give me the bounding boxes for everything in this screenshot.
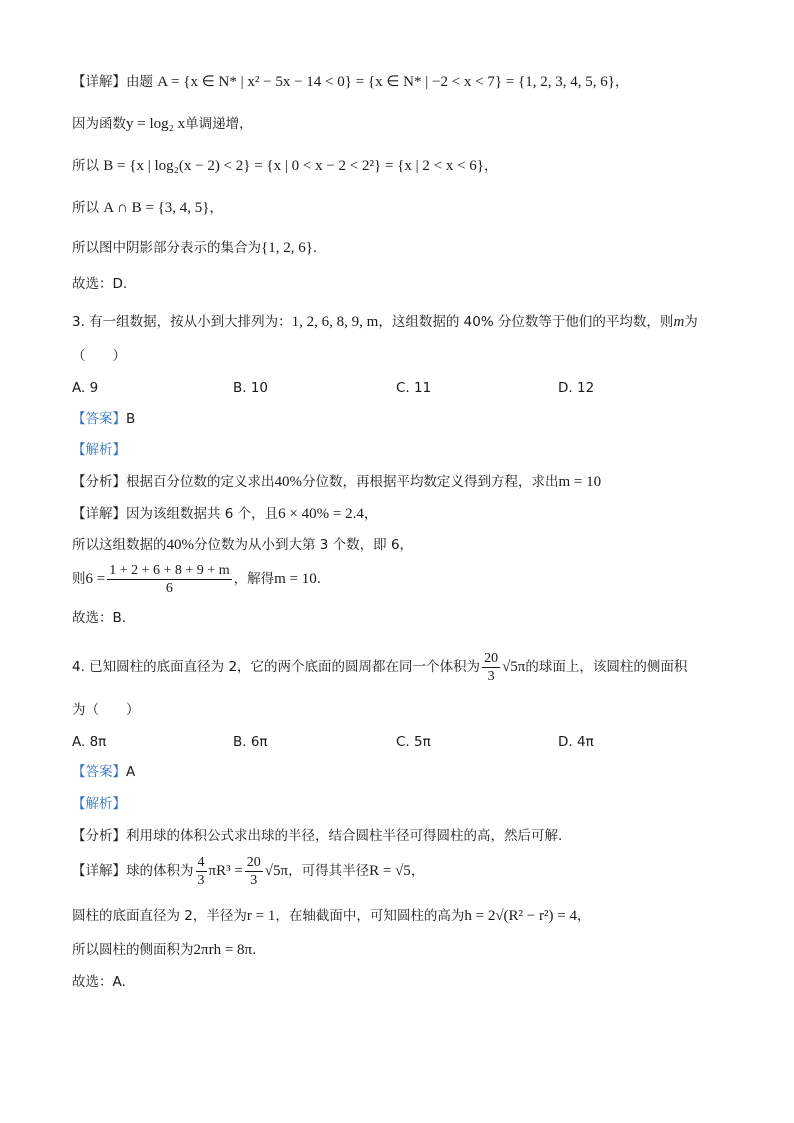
detail-line-2: 因为函数y = log₂ x单调递增， xyxy=(72,116,253,132)
q4-detail-1: 【详解】球的体积为 $\frac{4}{3}$ πR³ = $\frac{20}{3}$ √5π，可得其半径R = √5， xyxy=(72,854,425,888)
q3-option-a: A. 9 xyxy=(72,380,99,396)
q3-detail-2: 所以这组数据的40%分位数为从小到大第 3 个数，即 6， xyxy=(72,537,414,553)
q4-option-c: C. 5π xyxy=(396,734,431,750)
q4-answer: 【答案】A xyxy=(72,764,136,780)
mean-fraction: $\frac{1 + 2 + 6 + 8 + 9 + m}{6}$ xyxy=(109,562,230,596)
set-b-expression: B = {x | log₂(x − 2) < 2} = {x | 0 < x − 2 < 2²} = {x | 2 < x < 6} xyxy=(103,158,484,174)
detail-line-1: 【详解】由题 A = {x ∈ N* | x² − 5x − 14 < 0} = {x ∈ N* | −2 < x < 7} = {1, 2, 3, 4, 5, 6}， xyxy=(72,74,629,90)
q4-stem: 4. 已知圆柱的底面直径为 2，它的两个底面的圆周都在同一个体积为 $\frac{20}{3}$ √5π的球面上，该圆柱的侧面积 xyxy=(72,650,688,684)
q4-option-b: B. 6π xyxy=(233,734,268,750)
shaded-set: {1, 2, 6} xyxy=(261,240,313,256)
detail-line-5: 所以图中阴影部分表示的集合为{1, 2, 6}. xyxy=(72,240,318,256)
q3-fenxi: 【分析】根据百分位数的定义求出40%分位数，再根据平均数定义得到方程，求出m = 10 xyxy=(72,474,602,490)
intersection-expression: A ∩ B = {3, 4, 5} xyxy=(103,200,210,216)
set-a-expression: A = {x ∈ N* | x² − 5x − 14 < 0} = {x ∈ N* | −2 < x < 7} = {1, 2, 3, 4, 5, 6} xyxy=(157,74,615,90)
q3-answer: 【答案】B xyxy=(72,411,136,427)
q4-stem-line2: 为（ ） xyxy=(72,702,140,718)
q4-detail-3: 所以圆柱的侧面积为2πrh = 8π. xyxy=(72,942,257,958)
q3-analysis-label: 【解析】 xyxy=(72,442,126,458)
detail-line-3: 所以 B = {x | log₂(x − 2) < 2} = {x | 0 < x − 2 < 2²} = {x | 2 < x < 6}， xyxy=(72,158,498,174)
q3-option-c: C. 11 xyxy=(396,380,432,396)
q4-fenxi: 【分析】利用球的体积公式求出球的半径，结合圆柱半径可得圆柱的高，然后可解. xyxy=(72,828,563,844)
q3-paren: （ ） xyxy=(72,348,126,364)
q3-option-d: D. 12 xyxy=(558,380,595,396)
q4-choose: 故选：A. xyxy=(72,974,126,990)
q3-option-b: B. 10 xyxy=(233,380,269,396)
q3-detail-3: 则6 = $\frac{1 + 2 + 6 + 8 + 9 + m}{6}$ ，解得m = 10. xyxy=(72,562,322,596)
detail-line-4: 所以 A ∩ B = {3, 4, 5}， xyxy=(72,200,223,216)
q4-option-d: D. 4π xyxy=(558,734,594,750)
sphere-volume-fraction: $\frac{20}{3}$ xyxy=(484,650,499,684)
q3-stem: 3. 有一组数据，按从小到大排列为：1, 2, 6, 8, 9, m，这组数据的 40% 分位数等于他们的平均数，则m为 xyxy=(72,314,698,330)
log-function: y = log₂ x xyxy=(126,116,186,132)
q3-detail-1: 【详解】因为该组数据共 6 个，且6 × 40% = 2.4， xyxy=(72,506,378,522)
choice-line-q2: 故选：D. xyxy=(72,276,128,292)
q4-detail-2: 圆柱的底面直径为 2，半径为r = 1，在轴截面中，可知圆柱的高为h = 2√(R² − r²) = 4， xyxy=(72,908,591,924)
q4-analysis-label: 【解析】 xyxy=(72,796,126,812)
q4-option-a: A. 8π xyxy=(72,734,107,750)
q3-choose: 故选：B. xyxy=(72,610,127,626)
